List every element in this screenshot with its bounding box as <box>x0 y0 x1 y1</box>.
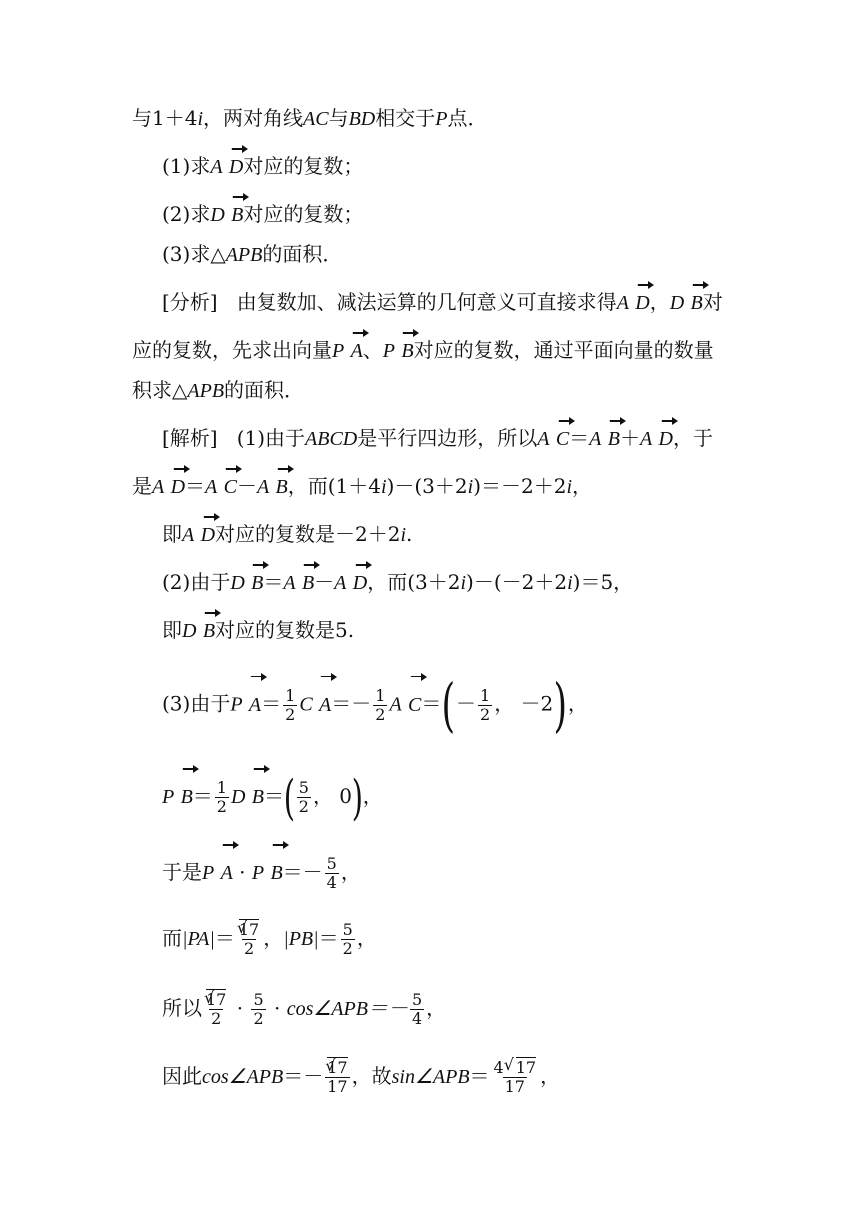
text: )＝5， <box>572 570 634 594</box>
vector-DB: B <box>691 289 703 317</box>
text: － <box>314 570 335 594</box>
vector-DB: B <box>252 773 264 821</box>
text: － <box>302 860 323 884</box>
text: 对应的复数是－2＋2 <box>215 522 401 546</box>
text: ＝ <box>283 1064 304 1088</box>
denominator: 2 <box>285 704 296 724</box>
text: i <box>197 108 204 130</box>
text: A <box>589 428 602 450</box>
numerator <box>325 1059 349 1077</box>
text: －2 <box>520 691 554 716</box>
vector-AB: B <box>276 473 288 501</box>
text: · <box>236 996 244 1020</box>
denominator: 2 <box>342 939 353 958</box>
question-1 <box>162 152 363 181</box>
text: ，而(3＋2 <box>367 570 461 594</box>
text: 与 <box>328 106 349 130</box>
text: A <box>537 428 550 450</box>
text: ＝ <box>331 691 352 716</box>
text: ， <box>312 784 333 808</box>
vector-DB: B <box>251 569 263 597</box>
fraction-half <box>478 687 492 724</box>
text: ＝ <box>469 1064 490 1088</box>
text: ， <box>362 784 383 808</box>
vector-AC: C <box>556 425 569 453</box>
text: APB <box>225 244 263 266</box>
text: － <box>303 1064 324 1088</box>
vector-AD: D <box>171 473 185 501</box>
text: 相交于 <box>375 106 436 130</box>
vector-DB: B <box>203 617 215 645</box>
text: )－(3＋2 <box>386 474 468 498</box>
problem-line-1 <box>132 104 487 133</box>
solution-part-2 <box>162 568 633 597</box>
text: P <box>162 786 175 808</box>
text: A <box>639 428 653 450</box>
left-paren: ( <box>283 769 296 826</box>
text: (3)由于 <box>162 691 231 716</box>
text: 点． <box>447 106 488 130</box>
text: 的面积． <box>224 378 305 402</box>
vector-AD: D <box>229 153 243 181</box>
text: D <box>230 786 246 808</box>
text: ， <box>263 926 284 950</box>
text: ， <box>356 926 377 950</box>
vector-PA: A <box>351 337 363 365</box>
text: D <box>669 292 685 314</box>
vector-AD: D <box>635 289 649 317</box>
numerator: 1 <box>375 685 386 705</box>
solution-part-3-PB <box>162 769 383 826</box>
text: i <box>467 476 474 498</box>
text: ， <box>649 290 670 314</box>
text: 即 <box>162 522 182 546</box>
text: ， <box>340 860 361 884</box>
text: ＝ <box>192 784 213 808</box>
text: 对应的复数，通过平面向量的数量 <box>413 338 714 362</box>
radicand: 17 <box>206 990 227 1009</box>
vector-AD: D <box>201 521 215 549</box>
radical <box>504 1058 536 1077</box>
analysis-line-2 <box>132 336 714 365</box>
question-3 <box>162 240 342 269</box>
text: P <box>382 340 396 362</box>
text: AC <box>303 108 329 130</box>
text: sin∠APB <box>391 1066 470 1088</box>
text: 因此 <box>162 1064 202 1088</box>
text: 所以 <box>162 996 202 1020</box>
solution-dot-product <box>162 848 361 897</box>
numerator <box>492 1059 539 1077</box>
text: P <box>435 108 448 130</box>
text: － <box>236 474 257 498</box>
denominator: 2 <box>480 704 491 724</box>
text: A <box>256 476 270 498</box>
question-2 <box>162 200 363 229</box>
text: A <box>210 156 223 178</box>
solution-line-3 <box>162 520 412 549</box>
text: ＝ <box>264 784 285 808</box>
text: 对应的复数是5. <box>215 618 355 642</box>
magnitude-PA: |PA| <box>182 928 215 950</box>
analysis-line-3 <box>132 376 304 405</box>
denominator: 2 <box>211 1009 222 1028</box>
denominator: 2 <box>298 797 309 816</box>
text: 即 <box>162 618 182 642</box>
text: 是平行四边形，所以 <box>357 426 538 450</box>
solution-line-2 <box>132 472 592 501</box>
text: ，而(1＋4 <box>287 474 382 498</box>
fraction-half <box>215 779 229 816</box>
numerator: 5 <box>253 990 264 1009</box>
magnitude-PB: |PB| <box>283 928 319 950</box>
text: A <box>283 572 296 594</box>
coefficient: 4 <box>493 1058 504 1077</box>
text: cos∠APB <box>202 1066 284 1088</box>
text: · <box>239 860 246 884</box>
right-paren: ) <box>553 671 568 739</box>
vector-PB: B <box>401 337 413 365</box>
text: BD <box>348 108 376 130</box>
text: D <box>230 572 245 594</box>
text: ， <box>567 691 588 716</box>
text: 于是 <box>162 860 202 884</box>
text: A <box>389 693 402 716</box>
fraction-sqrt17-half <box>237 921 261 958</box>
vector-AC: C <box>408 681 421 729</box>
text: ，于 <box>673 426 713 450</box>
text: 由复数加、减法运算的几何意义可直接求得 <box>236 290 617 314</box>
text: i <box>381 476 387 498</box>
text: ＝ <box>569 426 590 450</box>
text: A <box>205 476 218 498</box>
solution-part-2b <box>162 616 354 645</box>
numerator: 5 <box>411 990 423 1009</box>
denominator: 2 <box>216 797 227 816</box>
text: 积求△ <box>132 378 188 402</box>
denominator: 2 <box>253 1009 264 1028</box>
text: 的面积． <box>262 242 343 266</box>
numerator <box>204 991 228 1009</box>
text: ， <box>572 474 593 498</box>
vector-PB: B <box>181 773 193 821</box>
numerator: 5 <box>326 854 337 873</box>
vector-AB: B <box>302 569 314 597</box>
text: (1)求 <box>162 154 211 178</box>
numerator: 1 <box>285 685 296 705</box>
numerator: 1 <box>480 685 491 705</box>
denominator: 2 <box>243 939 255 958</box>
fraction-five-halves <box>297 779 311 816</box>
fraction-five-quarters <box>325 855 339 892</box>
text: )－(－2＋2 <box>466 570 568 594</box>
right-paren: ) <box>351 769 364 826</box>
denominator: 17 <box>504 1077 525 1096</box>
radicand: 17 <box>238 920 260 939</box>
numerator <box>237 921 261 939</box>
solution-part-3-PA <box>162 671 588 739</box>
text: ， <box>540 1064 561 1088</box>
text: (2)由于 <box>162 570 231 594</box>
text: 与1＋4 <box>132 106 198 130</box>
text: ＝ <box>263 570 284 594</box>
text: P <box>332 340 345 362</box>
left-paren: ( <box>441 671 456 739</box>
text: ＝ <box>421 691 442 716</box>
denominator: 2 <box>375 704 386 724</box>
text: ＝ <box>185 474 206 498</box>
fraction-five-halves <box>251 991 265 1028</box>
text: i <box>400 524 407 546</box>
text: 对应的复数； <box>243 154 364 178</box>
text: A <box>152 476 165 498</box>
text: 0 <box>339 784 353 808</box>
solution-label: [解析] <box>162 426 218 450</box>
numerator: 1 <box>216 778 227 797</box>
analysis-line-1 <box>162 288 723 317</box>
text: . <box>406 522 413 546</box>
fraction-five-halves <box>341 921 355 958</box>
text: P <box>230 693 243 716</box>
fraction-sqrt17-half <box>204 991 228 1028</box>
text: ， <box>426 996 447 1020</box>
vector-PA: A <box>249 681 261 729</box>
denominator: 17 <box>327 1077 348 1096</box>
text: 应的复数，先求出向量 <box>132 338 332 362</box>
text: ，两对角线 <box>203 106 304 130</box>
solution-magnitudes <box>162 914 377 963</box>
text: P <box>251 862 265 884</box>
text: cos∠APB＝－ <box>286 998 408 1020</box>
vector-DB: B <box>231 201 243 229</box>
vector-AD: D <box>659 425 673 453</box>
text: － <box>456 691 476 716</box>
text: A <box>334 572 347 594</box>
radicand: 17 <box>515 1058 537 1077</box>
vector-PB: B <box>270 849 282 897</box>
fraction-five-quarters <box>410 991 424 1028</box>
radicand: 17 <box>327 1058 348 1077</box>
text: i <box>566 476 573 498</box>
solution-cos-equation <box>162 984 446 1033</box>
text: ABCD <box>305 428 358 450</box>
analysis-label: [分析] <box>162 290 218 314</box>
text: ＝ <box>214 926 235 950</box>
text: － <box>351 691 372 716</box>
text: 而 <box>162 926 182 950</box>
text: (2)求 <box>162 202 211 226</box>
denominator: 4 <box>326 873 337 892</box>
fraction-half <box>373 687 387 724</box>
text: · <box>273 996 281 1020</box>
text: (1)由于 <box>236 426 306 450</box>
text: ＝ <box>318 926 339 950</box>
text: ＝ <box>261 691 282 716</box>
text: D <box>210 204 225 226</box>
text: i <box>460 572 467 594</box>
vector-PA: A <box>221 849 233 897</box>
numerator: 5 <box>342 920 353 939</box>
text: 、 <box>362 338 383 362</box>
vector-AC: C <box>224 473 237 501</box>
text: i <box>567 572 573 594</box>
vector-AB: B <box>608 425 620 453</box>
text: D <box>182 620 197 642</box>
vector-CA: A <box>319 681 331 729</box>
text: ＋ <box>619 426 640 450</box>
text: ，故 <box>351 1064 392 1088</box>
text: 对应的复数； <box>243 202 364 226</box>
text: 是 <box>132 474 152 498</box>
denominator: 4 <box>411 1009 423 1028</box>
fraction-half <box>283 687 297 724</box>
vector-AD: D <box>353 569 367 597</box>
text: APB <box>187 380 225 402</box>
text: ， <box>494 691 515 716</box>
text: A <box>616 292 629 314</box>
text: ＝ <box>282 860 303 884</box>
text: P <box>202 862 215 884</box>
text: 对 <box>702 290 723 314</box>
numerator: 5 <box>298 778 309 797</box>
fraction-sqrt17-over-17 <box>325 1059 349 1096</box>
text: C <box>299 693 313 716</box>
text: A <box>182 524 195 546</box>
text: (3)求△ <box>162 242 226 266</box>
solution-line-1 <box>162 424 713 453</box>
solution-final <box>162 1052 560 1101</box>
fraction-4sqrt17-over-17 <box>492 1059 539 1096</box>
text: )＝－2＋2 <box>473 474 567 498</box>
